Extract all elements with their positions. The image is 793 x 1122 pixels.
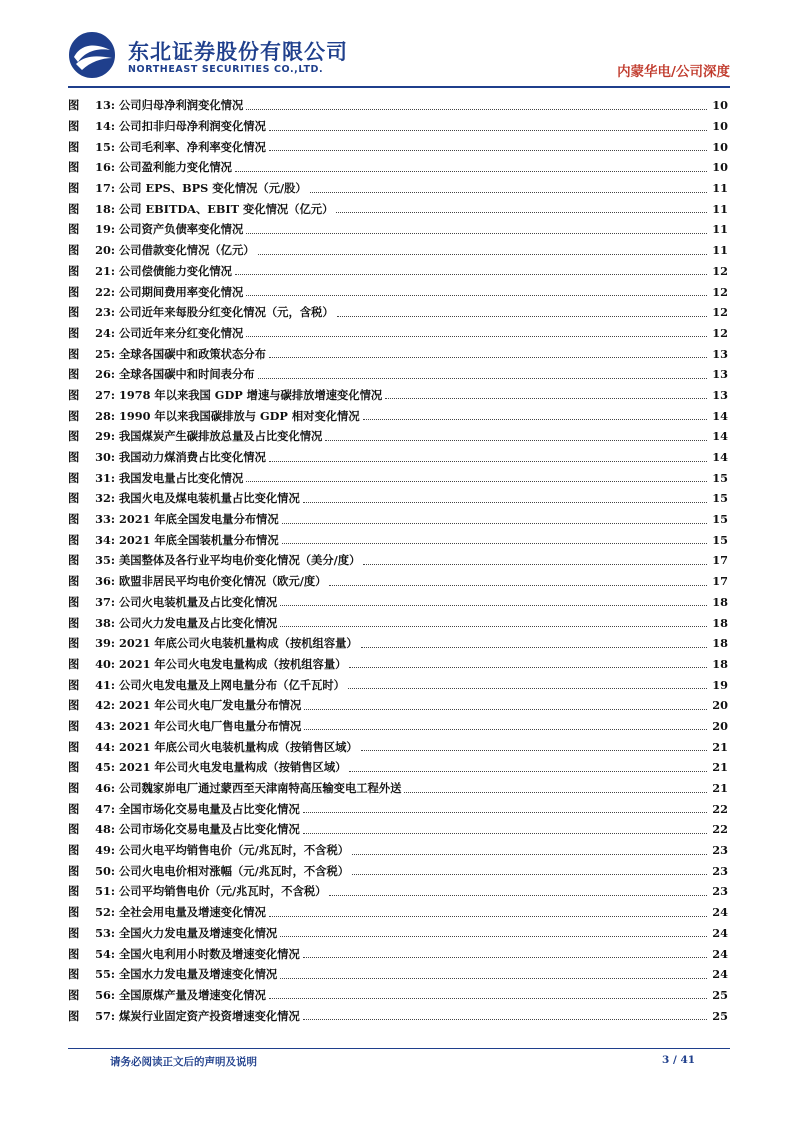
figure-label: 图 bbox=[68, 160, 80, 175]
figure-label: 图 bbox=[68, 863, 80, 878]
figure-label: 图 bbox=[68, 222, 80, 237]
figure-number: 35: bbox=[95, 553, 115, 568]
dot-leader bbox=[310, 192, 707, 193]
figure-label: 图 bbox=[68, 263, 80, 278]
dot-leader bbox=[361, 750, 707, 751]
toc-entry[interactable] bbox=[68, 467, 728, 488]
figure-title: 全球各国碳中和政策状态分布 bbox=[119, 346, 266, 361]
figure-number: 49: bbox=[95, 843, 115, 858]
figure-page: 12 bbox=[712, 263, 728, 278]
figure-number: 29: bbox=[95, 429, 115, 444]
figure-number: 22: bbox=[95, 284, 115, 299]
toc-entry[interactable] bbox=[68, 157, 728, 178]
dot-leader bbox=[352, 854, 707, 855]
figure-number: 27: bbox=[95, 387, 115, 402]
dot-leader bbox=[246, 295, 707, 296]
figure-title: 公司 EBITDA、EBIT 变化情况（亿元） bbox=[119, 201, 334, 216]
figure-label: 图 bbox=[68, 801, 80, 816]
toc-entry[interactable] bbox=[68, 323, 728, 344]
toc-entry[interactable] bbox=[68, 860, 728, 881]
dot-leader bbox=[269, 150, 707, 151]
dot-leader bbox=[349, 667, 707, 668]
dot-leader bbox=[235, 171, 707, 172]
figure-label: 图 bbox=[68, 739, 80, 754]
figure-title: 公司火电发电量及上网电量分布（亿千瓦时） bbox=[119, 677, 345, 692]
figure-page: 18 bbox=[712, 615, 728, 630]
dot-leader bbox=[303, 957, 707, 958]
dot-leader bbox=[235, 274, 707, 275]
figure-title: 我国火电及煤电装机量占比变化情况 bbox=[119, 491, 300, 506]
figure-label: 图 bbox=[68, 325, 80, 340]
toc-entry[interactable] bbox=[68, 964, 728, 985]
figure-label: 图 bbox=[68, 781, 80, 796]
figure-page: 22 bbox=[712, 822, 728, 837]
figure-title: 2021 年公司火电发电量构成（按销售区域） bbox=[119, 760, 347, 775]
toc-entry[interactable] bbox=[68, 240, 728, 261]
figure-label: 图 bbox=[68, 284, 80, 299]
figure-page: 11 bbox=[712, 181, 728, 196]
figure-title: 公司偿债能力变化情况 bbox=[119, 263, 232, 278]
toc-entry[interactable] bbox=[68, 198, 728, 219]
figure-number: 57: bbox=[95, 1008, 115, 1023]
figure-page: 23 bbox=[712, 843, 728, 858]
toc-entry[interactable] bbox=[68, 654, 728, 675]
figure-page: 15 bbox=[712, 470, 728, 485]
figure-label: 图 bbox=[68, 201, 80, 216]
toc-entry[interactable] bbox=[68, 343, 728, 364]
figure-label: 图 bbox=[68, 553, 80, 568]
figure-title: 煤炭行业固定资产投资增速变化情况 bbox=[119, 1008, 300, 1023]
figure-page: 25 bbox=[712, 987, 728, 1002]
toc-entry[interactable] bbox=[68, 550, 728, 571]
figure-title: 2021 年底全国发电量分布情况 bbox=[119, 512, 279, 527]
figure-label: 图 bbox=[68, 615, 80, 630]
figure-page: 22 bbox=[712, 801, 728, 816]
figure-label: 图 bbox=[68, 967, 80, 982]
disclaimer-note: 请务必阅读正文后的声明及说明 bbox=[110, 1056, 257, 1068]
figure-page: 12 bbox=[712, 284, 728, 299]
toc-entry[interactable] bbox=[68, 95, 728, 116]
figure-number: 32: bbox=[95, 491, 115, 506]
figure-title: 公司火电电价相对涨幅（元/兆瓦时，不含税） bbox=[119, 863, 350, 878]
figure-title: 公司扣非归母净利润变化情况 bbox=[119, 119, 266, 134]
toc-entry[interactable] bbox=[68, 716, 728, 737]
toc-entry[interactable] bbox=[68, 136, 728, 157]
figure-label: 图 bbox=[68, 594, 80, 609]
figure-number: 14: bbox=[95, 119, 115, 134]
toc-entry[interactable] bbox=[68, 736, 728, 757]
dot-leader bbox=[246, 481, 707, 482]
toc-entry[interactable] bbox=[68, 633, 728, 654]
figure-page: 15 bbox=[712, 491, 728, 506]
figure-page: 14 bbox=[712, 408, 728, 423]
figure-page: 17 bbox=[712, 553, 728, 568]
figure-page: 24 bbox=[712, 946, 728, 961]
figure-page: 24 bbox=[712, 925, 728, 940]
dot-leader bbox=[269, 461, 707, 462]
figure-page: 11 bbox=[712, 243, 728, 258]
figure-number: 41: bbox=[95, 677, 115, 692]
figure-number: 17: bbox=[95, 181, 115, 196]
dot-leader bbox=[385, 398, 707, 399]
figure-title: 公司资产负债率变化情况 bbox=[119, 222, 244, 237]
figure-page: 21 bbox=[712, 781, 728, 796]
figure-label: 图 bbox=[68, 512, 80, 527]
dot-leader bbox=[363, 419, 707, 420]
figure-title: 全国市场化交易电量及占比变化情况 bbox=[119, 801, 300, 816]
figure-title: 我国发电量占比变化情况 bbox=[119, 470, 244, 485]
figure-title: 2021 年公司火电厂售电量分布情况 bbox=[119, 718, 302, 733]
figure-page: 11 bbox=[712, 222, 728, 237]
figure-number: 43: bbox=[95, 718, 115, 733]
figure-title: 2021 年底公司火电装机量构成（按销售区域） bbox=[119, 739, 358, 754]
figure-page: 10 bbox=[712, 160, 728, 175]
company-name-en: NORTHEAST SECURITIES CO.,LTD. bbox=[128, 64, 324, 75]
figure-title: 2021 年公司火电发电量构成（按机组容量） bbox=[119, 656, 347, 671]
figure-number: 46: bbox=[95, 781, 115, 796]
toc-entry[interactable] bbox=[68, 385, 728, 406]
figure-number: 19: bbox=[95, 222, 115, 237]
figure-page: 18 bbox=[712, 656, 728, 671]
figure-number: 56: bbox=[95, 987, 115, 1002]
toc-entry[interactable] bbox=[68, 695, 728, 716]
report-tag: 内蒙华电/公司深度 bbox=[617, 64, 730, 80]
dot-leader bbox=[404, 792, 707, 793]
figure-number: 51: bbox=[95, 884, 115, 899]
dot-leader bbox=[280, 626, 707, 627]
toc-entry[interactable] bbox=[68, 798, 728, 819]
figure-label: 图 bbox=[68, 677, 80, 692]
figure-label: 图 bbox=[68, 946, 80, 961]
figure-number: 18: bbox=[95, 201, 115, 216]
figure-label: 图 bbox=[68, 822, 80, 837]
figure-number: 44: bbox=[95, 739, 115, 754]
figure-label: 图 bbox=[68, 367, 80, 382]
toc-entry[interactable] bbox=[68, 923, 728, 944]
figure-number: 25: bbox=[95, 346, 115, 361]
figure-title: 我国煤炭产生碳排放总量及占比变化情况 bbox=[119, 429, 323, 444]
toc-entry[interactable] bbox=[68, 219, 728, 240]
toc-entry[interactable] bbox=[68, 985, 728, 1006]
dot-leader bbox=[282, 523, 707, 524]
toc-entry[interactable] bbox=[68, 447, 728, 468]
figure-label: 图 bbox=[68, 636, 80, 651]
figure-page: 12 bbox=[712, 305, 728, 320]
figure-title: 公司火电平均销售电价（元/兆瓦时，不含税） bbox=[119, 843, 350, 858]
figure-title: 公司市场化交易电量及占比变化情况 bbox=[119, 822, 300, 837]
figure-label: 图 bbox=[68, 408, 80, 423]
toc-entry[interactable] bbox=[68, 529, 728, 550]
figure-page: 23 bbox=[712, 884, 728, 899]
figure-title: 我国动力煤消费占比变化情况 bbox=[119, 450, 266, 465]
dot-leader bbox=[246, 233, 707, 234]
figure-page: 17 bbox=[712, 574, 728, 589]
page-number: 3 / 41 bbox=[662, 1054, 696, 1066]
toc-entry[interactable] bbox=[68, 426, 728, 447]
figure-number: 55: bbox=[95, 967, 115, 982]
dot-leader bbox=[280, 936, 707, 937]
figure-title: 公司归母净利润变化情况 bbox=[119, 98, 244, 113]
figure-label: 图 bbox=[68, 574, 80, 589]
figure-title: 全国火电利用小时数及增速变化情况 bbox=[119, 946, 300, 961]
figure-number: 34: bbox=[95, 532, 115, 547]
figure-label: 图 bbox=[68, 181, 80, 196]
figure-label: 图 bbox=[68, 925, 80, 940]
figure-page: 15 bbox=[712, 512, 728, 527]
figure-number: 48: bbox=[95, 822, 115, 837]
figure-title: 公司借款变化情况（亿元） bbox=[119, 243, 255, 258]
figure-number: 23: bbox=[95, 305, 115, 320]
toc-entry[interactable] bbox=[68, 840, 728, 861]
figure-page: 19 bbox=[712, 677, 728, 692]
dot-leader bbox=[280, 978, 707, 979]
figure-page: 11 bbox=[712, 201, 728, 216]
figure-number: 50: bbox=[95, 863, 115, 878]
dot-leader bbox=[258, 378, 707, 379]
figure-page: 25 bbox=[712, 1008, 728, 1023]
dot-leader bbox=[303, 1019, 707, 1020]
toc-entry[interactable] bbox=[68, 778, 728, 799]
dot-leader bbox=[269, 130, 707, 131]
figure-label: 图 bbox=[68, 119, 80, 134]
figure-index bbox=[68, 95, 728, 1026]
figure-title: 全社会用电量及增速变化情况 bbox=[119, 905, 266, 920]
figure-page: 18 bbox=[712, 594, 728, 609]
toc-entry[interactable] bbox=[68, 405, 728, 426]
figure-title: 公司魏家峁电厂通过蒙西至天津南特高压输变电工程外送 bbox=[119, 781, 402, 796]
dot-leader bbox=[303, 833, 707, 834]
dot-leader bbox=[246, 336, 707, 337]
dot-leader bbox=[303, 812, 707, 813]
figure-page: 13 bbox=[712, 367, 728, 382]
toc-entry[interactable] bbox=[68, 261, 728, 282]
toc-entry[interactable] bbox=[68, 612, 728, 633]
figure-page: 21 bbox=[712, 760, 728, 775]
figure-page: 20 bbox=[712, 718, 728, 733]
toc-entry[interactable] bbox=[68, 592, 728, 613]
figure-number: 20: bbox=[95, 243, 115, 258]
figure-label: 图 bbox=[68, 346, 80, 361]
figure-number: 45: bbox=[95, 760, 115, 775]
dot-leader bbox=[348, 688, 707, 689]
dot-leader bbox=[269, 357, 707, 358]
figure-label: 图 bbox=[68, 656, 80, 671]
figure-label: 图 bbox=[68, 387, 80, 402]
figure-title: 公司毛利率、净利率变化情况 bbox=[119, 139, 266, 154]
figure-number: 26: bbox=[95, 367, 115, 382]
figure-title: 公司 EPS、BPS 变化情况（元/股） bbox=[119, 181, 307, 196]
figure-label: 图 bbox=[68, 429, 80, 444]
figure-page: 10 bbox=[712, 119, 728, 134]
figure-page: 20 bbox=[712, 698, 728, 713]
dot-leader bbox=[303, 502, 707, 503]
figure-title: 1990 年以来我国碳排放与 GDP 相对变化情况 bbox=[119, 408, 360, 423]
company-logo-icon bbox=[68, 32, 116, 78]
figure-page: 24 bbox=[712, 905, 728, 920]
figure-label: 图 bbox=[68, 843, 80, 858]
dot-leader bbox=[361, 647, 707, 648]
figure-number: 30: bbox=[95, 450, 115, 465]
figure-label: 图 bbox=[68, 450, 80, 465]
figure-number: 47: bbox=[95, 801, 115, 816]
figure-label: 图 bbox=[68, 718, 80, 733]
figure-number: 36: bbox=[95, 574, 115, 589]
figure-page: 13 bbox=[712, 387, 728, 402]
figure-title: 公司期间费用率变化情况 bbox=[119, 284, 244, 299]
figure-page: 10 bbox=[712, 98, 728, 113]
toc-entry[interactable] bbox=[68, 571, 728, 592]
footer-divider bbox=[68, 1048, 730, 1049]
figure-title: 公司近年来分红变化情况 bbox=[119, 325, 244, 340]
figure-title: 2021 年底全国装机量分布情况 bbox=[119, 532, 279, 547]
dot-leader bbox=[280, 605, 707, 606]
figure-number: 33: bbox=[95, 512, 115, 527]
figure-label: 图 bbox=[68, 139, 80, 154]
figure-number: 42: bbox=[95, 698, 115, 713]
figure-number: 37: bbox=[95, 594, 115, 609]
figure-title: 公司火力发电量及占比变化情况 bbox=[119, 615, 278, 630]
figure-page: 21 bbox=[712, 739, 728, 754]
figure-label: 图 bbox=[68, 305, 80, 320]
figure-label: 图 bbox=[68, 884, 80, 899]
company-name-cn: 东北证券股份有限公司 bbox=[128, 40, 348, 64]
figure-page: 13 bbox=[712, 346, 728, 361]
figure-title: 2021 年底公司火电装机量构成（按机组容量） bbox=[119, 636, 358, 651]
dot-leader bbox=[336, 212, 707, 213]
toc-entry[interactable] bbox=[68, 509, 728, 530]
figure-number: 52: bbox=[95, 905, 115, 920]
dot-leader bbox=[258, 254, 707, 255]
figure-number: 31: bbox=[95, 470, 115, 485]
toc-entry[interactable] bbox=[68, 881, 728, 902]
dot-leader bbox=[246, 109, 707, 110]
dot-leader bbox=[269, 998, 707, 999]
figure-title: 2021 年公司火电厂发电量分布情况 bbox=[119, 698, 302, 713]
dot-leader bbox=[363, 564, 707, 565]
figure-number: 39: bbox=[95, 636, 115, 651]
dot-leader bbox=[349, 771, 707, 772]
figure-label: 图 bbox=[68, 1008, 80, 1023]
figure-title: 全国水力发电量及增速变化情况 bbox=[119, 967, 278, 982]
toc-entry[interactable] bbox=[68, 178, 728, 199]
toc-entry[interactable] bbox=[68, 281, 728, 302]
toc-entry[interactable] bbox=[68, 757, 728, 778]
dot-leader bbox=[304, 709, 707, 710]
figure-number: 15: bbox=[95, 139, 115, 154]
dot-leader bbox=[325, 440, 707, 441]
figure-label: 图 bbox=[68, 905, 80, 920]
toc-entry[interactable] bbox=[68, 364, 728, 385]
figure-number: 24: bbox=[95, 325, 115, 340]
toc-entry[interactable] bbox=[68, 943, 728, 964]
figure-number: 53: bbox=[95, 925, 115, 940]
figure-page: 10 bbox=[712, 139, 728, 154]
page-header bbox=[68, 30, 730, 86]
dot-leader bbox=[304, 729, 707, 730]
dot-leader bbox=[329, 895, 707, 896]
figure-label: 图 bbox=[68, 698, 80, 713]
figure-label: 图 bbox=[68, 243, 80, 258]
toc-entry[interactable] bbox=[68, 902, 728, 923]
figure-page: 15 bbox=[712, 532, 728, 547]
figure-page: 12 bbox=[712, 325, 728, 340]
figure-number: 54: bbox=[95, 946, 115, 961]
figure-title: 全球各国碳中和时间表分布 bbox=[119, 367, 255, 382]
figure-title: 全国火力发电量及增速变化情况 bbox=[119, 925, 278, 940]
figure-label: 图 bbox=[68, 987, 80, 1002]
figure-label: 图 bbox=[68, 760, 80, 775]
figure-title: 1978 年以来我国 GDP 增速与碳排放增速变化情况 bbox=[119, 387, 383, 402]
toc-entry[interactable] bbox=[68, 116, 728, 137]
figure-label: 图 bbox=[68, 470, 80, 485]
figure-title: 公司盈利能力变化情况 bbox=[119, 160, 232, 175]
dot-leader bbox=[269, 916, 707, 917]
figure-number: 28: bbox=[95, 408, 115, 423]
figure-title: 美国整体及各行业平均电价变化情况（美分/度） bbox=[119, 553, 361, 568]
dot-leader bbox=[329, 585, 707, 586]
figure-title: 欧盟非居民平均电价变化情况（欧元/度） bbox=[119, 574, 327, 589]
figure-label: 图 bbox=[68, 491, 80, 506]
figure-page: 14 bbox=[712, 429, 728, 444]
figure-number: 16: bbox=[95, 160, 115, 175]
figure-page: 18 bbox=[712, 636, 728, 651]
figure-label: 图 bbox=[68, 532, 80, 547]
figure-title: 公司平均销售电价（元/兆瓦时，不含税） bbox=[119, 884, 327, 899]
toc-entry[interactable] bbox=[68, 674, 728, 695]
dot-leader bbox=[337, 316, 707, 317]
figure-number: 38: bbox=[95, 615, 115, 630]
toc-entry[interactable] bbox=[68, 819, 728, 840]
header-divider bbox=[68, 86, 730, 88]
figure-page: 24 bbox=[712, 967, 728, 982]
figure-number: 13: bbox=[95, 98, 115, 113]
figure-label: 图 bbox=[68, 98, 80, 113]
toc-entry[interactable] bbox=[68, 302, 728, 323]
dot-leader bbox=[282, 543, 707, 544]
figure-title: 公司近年来每股分红变化情况（元，含税） bbox=[119, 305, 334, 320]
figure-title: 公司火电装机量及占比变化情况 bbox=[119, 594, 278, 609]
figure-page: 14 bbox=[712, 450, 728, 465]
dot-leader bbox=[352, 874, 707, 875]
figure-number: 21: bbox=[95, 263, 115, 278]
figure-title: 全国原煤产量及增速变化情况 bbox=[119, 987, 266, 1002]
figure-page: 23 bbox=[712, 863, 728, 878]
figure-number: 40: bbox=[95, 656, 115, 671]
toc-entry[interactable] bbox=[68, 1005, 728, 1026]
toc-entry[interactable] bbox=[68, 488, 728, 509]
